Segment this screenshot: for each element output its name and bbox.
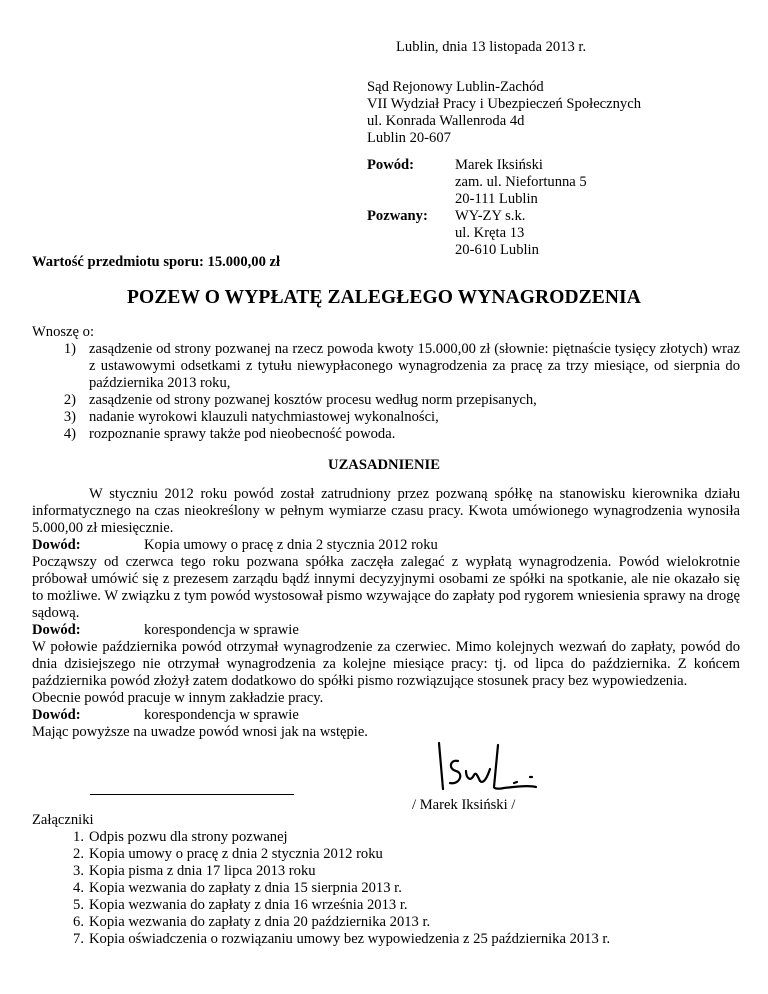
justification-heading: UZASADNIENIE (328, 457, 440, 473)
date-line: Lublin, dnia 13 listopada 2013 r. (396, 39, 587, 55)
evidence-line (32, 537, 740, 554)
court-address (367, 79, 641, 147)
plaintiff-city: 20-111 Lublin (455, 191, 538, 207)
list-item (32, 392, 740, 409)
list-item (32, 426, 740, 443)
list-number: 4. (73, 880, 84, 896)
evidence-label: Dowód: (32, 537, 81, 553)
list-item (32, 880, 752, 897)
defendant-label: Pozwany: (367, 208, 428, 224)
list-number: 1) (63, 341, 76, 357)
evidence-line (32, 707, 740, 724)
defendant-street: ul. Kręta 13 (455, 225, 525, 241)
list-item (32, 341, 740, 392)
list-item (32, 897, 752, 914)
court-city: Lublin 20-607 (367, 130, 451, 146)
justification-paragraph: Mając powyższe na uwadze powód wnosi jak na wstępie. (32, 724, 368, 740)
list-number: 2. (73, 846, 84, 862)
evidence-label: Dowód: (32, 622, 81, 638)
defendant-details (455, 208, 539, 259)
plaintiff-name: Marek Iksiński (455, 157, 543, 173)
signature-line (90, 794, 294, 795)
list-text: Kopia wezwania do zapłaty z dnia 16 września 2013 r. (89, 897, 408, 913)
attachments-list (32, 829, 752, 948)
list-text: Kopia umowy o pracę z dnia 2 stycznia 2012 roku (89, 846, 383, 862)
requests-intro: Wnoszę o: (32, 324, 95, 340)
list-number: 3. (73, 863, 84, 879)
requests-list (32, 341, 740, 443)
list-text: zasądzenie od strony pozwanej na rzecz powoda kwoty 15.000,00 zł (słownie: piętnaście tysięcy złotych) wraz z ustawowymi odsetkami z tytułu niewypłaconego wynagrodzenia za pracę za trzy miesiące, od sierpnia do października 2013 roku, (89, 341, 740, 391)
evidence-text: korespondencja w sprawie (144, 622, 299, 638)
court-name: Sąd Rejonowy Lublin-Zachód (367, 79, 544, 95)
list-item (32, 863, 752, 880)
document-title: POZEW O WYPŁATĘ ZALEGŁEGO WYNAGRODZENIA (127, 287, 641, 308)
list-number: 2) (63, 392, 76, 408)
list-number: 4) (63, 426, 76, 442)
justification-body (32, 486, 740, 741)
list-text: Kopia pisma z dnia 17 lipca 2013 roku (89, 863, 316, 879)
attachments-title: Załączniki (32, 812, 94, 828)
justification-paragraph: Obecnie powód pracuje w innym zakładzie pracy. (32, 690, 324, 706)
list-text: nadanie wyrokowi klauzuli natychmiastowej wykonalności, (89, 409, 439, 425)
list-number: 1. (73, 829, 84, 845)
list-item (32, 409, 740, 426)
list-text: Kopia wezwania do zapłaty z dnia 20 października 2013 r. (89, 914, 431, 930)
list-text: rozpoznanie sprawy także pod nieobecność powoda. (89, 426, 396, 442)
list-text: Odpis pozwu dla strony pozwanej (89, 829, 288, 845)
court-division: VII Wydział Pracy i Ubezpieczeń Społecznych (367, 96, 641, 112)
list-text: Kopia wezwania do zapłaty z dnia 15 sierpnia 2013 r. (89, 880, 402, 896)
plaintiff-street: zam. ul. Niefortunna 5 (455, 174, 587, 190)
evidence-line (32, 622, 740, 639)
list-number: 5. (73, 897, 84, 913)
signer-name: / Marek Iksiński / (412, 797, 516, 813)
evidence-label: Dowód: (32, 707, 81, 723)
list-item (32, 846, 752, 863)
plaintiff-details (455, 157, 587, 208)
list-number: 3) (63, 409, 76, 425)
defendant-name: WY-ZY s.k. (455, 208, 526, 224)
claim-value: Wartość przedmiotu sporu: 15.000,00 zł (32, 254, 281, 270)
list-item (32, 829, 752, 846)
plaintiff-label: Powód: (367, 157, 415, 173)
list-item (32, 914, 752, 931)
justification-paragraph: W styczniu 2012 roku powód został zatrudniony przez pozwaną spółkę na stanowisku kierownika działu informatycznego na czas nieokreślony w pełnym wymiarze czasu pracy. Kwota umówionego wynagrodzenia wynosiła 5.000,00 zł miesięcznie. (32, 486, 740, 536)
list-number: 6. (73, 914, 84, 930)
court-street: ul. Konrada Wallenroda 4d (367, 113, 525, 129)
evidence-text: korespondencja w sprawie (144, 707, 299, 723)
evidence-text: Kopia umowy o pracę z dnia 2 stycznia 2012 roku (144, 537, 438, 553)
list-item (32, 931, 752, 948)
list-number: 7. (73, 931, 84, 947)
list-text: zasądzenie od strony pozwanej kosztów procesu według norm przepisanych, (89, 392, 537, 408)
justification-paragraph: W połowie października powód otrzymał wynagrodzenie za czerwiec. Mimo kolejnych wezwań do zapłaty, powód do dnia dzisiejszego nie otrzymał wynagrodzenia za kolejne miesiące pracy: tj. od lipca do października. Z końcem października powód złożył zatem dodatkowo do spółki pismo rozwiązujące stosunek pracy bez wypowiedzenia. (32, 639, 740, 689)
defendant-city: 20-610 Lublin (455, 242, 539, 258)
justification-paragraph: Począwszy od czerwca tego roku pozwana spółka zaczęła zalegać z wypłatą wynagrodzenia. Powód wielokrotnie próbował umówić się z prezesem zarządu bądź innymi decyzyjnymi osobami ze spółki na spotkanie, ale nie okazało się to możliwe. W związku z tym powód wystosował pismo wzywające do zapłaty pod rygorem wniesienia sprawy na drogę sądową. (32, 554, 740, 621)
list-text: Kopia oświadczenia o rozwiązaniu umowy bez wypowiedzenia z 25 października 2013 r. (89, 931, 611, 947)
handwritten-signature (430, 737, 542, 795)
